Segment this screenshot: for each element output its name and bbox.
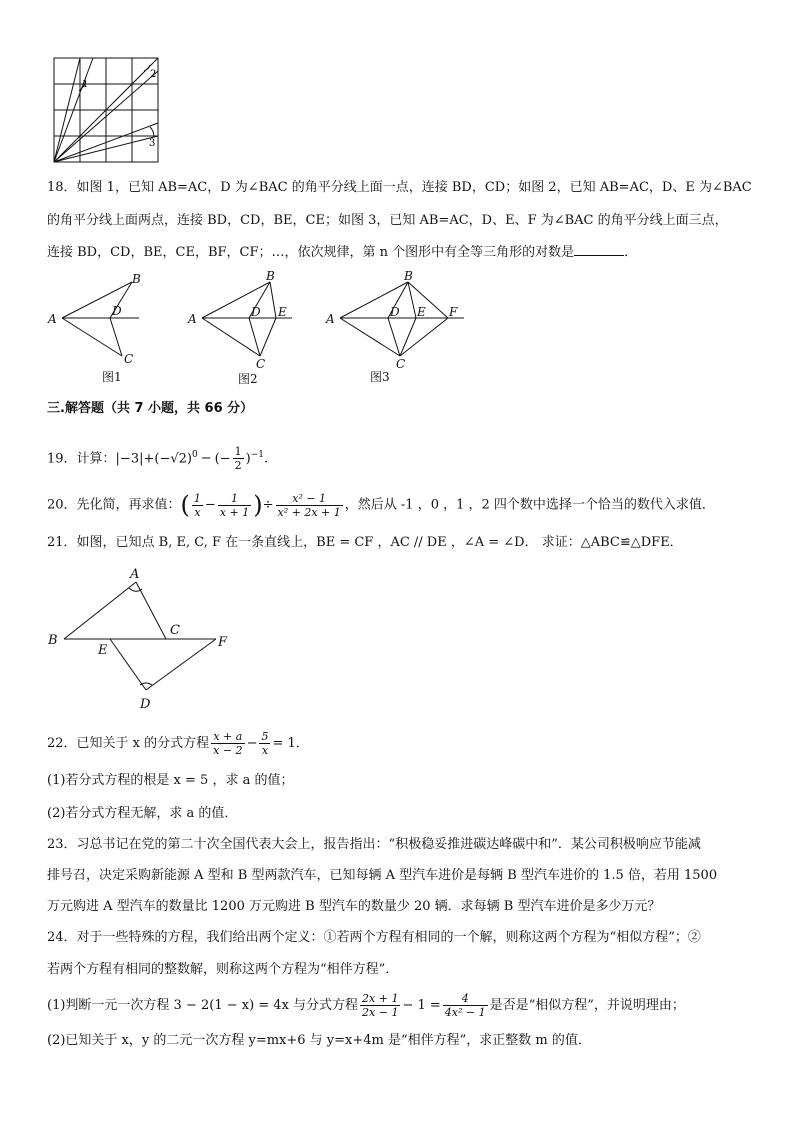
q19-minus: − [200,451,212,467]
fig3-A: A [326,312,335,326]
q23-line2: 排号召，决定采购新能源 A 型和 B 型两款汽车，已知每辆 A 型汽车进价是每辆 B 型汽车进价的 1.5 倍，若用 1500 [47,868,718,883]
fig1-caption: 图1 [102,370,122,384]
q22-part2: (2)若分式方程无解，求 a 的值． [47,806,238,821]
q23-line1: 23．习总书记在党的第二十次全国代表大会上，报告指出：“积极稳妥推进碳达峰碳中和”．某公司积极响应节能减 [47,837,701,852]
q24-line1: 24．对于一些特殊的方程，我们给出两个定义：①若两个方程有相同的一个解，则称这两个方程为“相似方程”；② [47,930,701,945]
q23-line3: 万元购进 A 型汽车的数量比 1200 万元购进 B 型汽车的数量少 20 辆．求每辆 B 型汽车进价是多少万元？ [47,899,661,914]
q22-eq: = 1． [272,736,309,751]
q22-frac2: $\frac{5}{x}$ [261,730,269,757]
q20-frac1: $\frac{1}{x}$ [193,491,201,519]
fig2-caption: 图2 [238,372,258,386]
q22-prefix: 22．已知关于 x 的分式方程 [47,736,210,751]
q24-line2: 若两个方程有相同的整数解，则称这两个方程为“相伴方程”． [47,962,399,977]
q19-root-base: (−√2) [154,451,192,467]
fig2-B: B [266,269,275,283]
fig3-caption: 图3 [370,370,390,384]
answer-blank[interactable] [574,243,624,256]
q21-B: B [48,633,58,648]
fig3-D: D [390,305,400,319]
q18-line3 [47,243,637,262]
fig3-B: B [404,269,413,283]
q21-figure [44,564,244,714]
q21-D: D [140,697,151,712]
q19-close: ) [245,451,251,467]
q24-part1-suffix: 是否是“相似方程”，并说明理由； [489,998,685,1013]
q18-line1: 18．如图 1，已知 AB=AC，D 为∠BAC 的角平分线上面一点，连接 BD，CD；如图 2，已知 AB=AC，D、E 为∠BAC [47,180,752,195]
q22-part1: (1)若分式方程的根是 x = 5 ，求 a 的值； [47,773,294,788]
q19-end: . [263,451,269,467]
q24-part1-prefix: (1)判断一元一次方程 3 − 2(1 − x) = 4x 与分式方程 [47,998,359,1013]
q21-C: C [170,623,180,638]
q19-half: $\frac{1}{2}$ [234,445,242,473]
q18-line2: 的角平分线上面两点，连接 BD，CD，BE，CE；如图 3，已知 AB=AC，D、E、F 为∠BAC 的角平分线上面三点， [47,213,728,228]
q22-minus: − [246,736,258,751]
fig2-E: E [278,305,287,319]
q19-prefix: 19．计算： [47,451,116,467]
q20: 20．先化简，再求值：( $\frac{1}{x}$ − $\frac{1}{x + 1}$ )÷ $\frac{\text{x² − 1}}{\text{x² + 2x + 1}}$ ，然后从 -1 ，0 ，1 ，2 四个数中选择一个恰当的数代入求值． [47,491,715,519]
grid-label-2: 2 [150,69,157,80]
fig3-C: C [396,357,406,371]
q19-exp0: 0 [191,450,198,460]
q21-F: F [218,635,228,650]
q20-div: ÷ [262,497,274,513]
q19-open: (− [214,451,231,467]
fig3-E: E [417,305,426,319]
q24-part2: (2)已知关于 x，y 的二元一次方程 y=mx+6 与 y=x+4m 是“相伴方程”，求正整数 m 的值． [47,1033,591,1048]
q20-frac2: $\frac{1}{x + 1}$ [219,491,250,519]
q18-figures [44,268,474,386]
grid-label-3: 3 [149,138,156,149]
q22-frac1: $\frac{x + a}{x - 2}$ [213,730,243,757]
fig1-A: A [48,312,57,326]
q21-text: 21．如图，已知点 B, E, C, F 在一条直线上，BE = CF ，AC // DE ，∠A = ∠D． 求证：△ABC≌△DFE． [47,535,683,550]
q20-minus: − [204,497,216,513]
grid-figure [50,57,168,167]
q20-prefix: 20．先化简，再求值： [47,497,181,513]
section3-title: 三.解答题（共 7 小题，共 66 分） [47,401,254,416]
q22 [47,729,309,759]
q24-frac1: $\frac{2x + 1}{2x - 1}$ [362,992,399,1019]
fig2-C: C [256,357,266,371]
q20-frac3: $\frac{\text{x² − 1}}{\text{x² + 2x + 1}}$ [277,491,341,519]
q24-mid: − 1 = [402,998,441,1013]
q19 [47,440,268,474]
q18-line3-text: 连接 BD，CD，BE，CE，BF，CF；…，依次规律，第 n 个图形中有全等三角形的对数是 [47,245,575,260]
q19-plus: + [143,451,155,467]
q24-frac2: $\frac{4}{\text{4x² − 1}}$ [444,992,486,1019]
fig1-D: D [112,304,122,318]
fig3-F: F [449,305,458,319]
q19-exp-neg1: −1 [250,450,264,460]
fig2-A: A [188,312,197,326]
q24-part1 [47,991,685,1021]
q21-A: A [130,567,140,582]
grid-label-1: 1 [82,79,89,90]
q20-suffix: ，然后从 -1 ，0 ，1 ，2 四个数中选择一个恰当的数代入求值． [344,497,715,513]
q21-E: E [98,643,108,658]
fig2-D: D [251,305,261,319]
fig1-B: B [132,272,141,286]
fig1-C: C [124,352,134,366]
q18-line3-end: ． [624,245,638,260]
q19-abs: |−3| [115,451,144,467]
